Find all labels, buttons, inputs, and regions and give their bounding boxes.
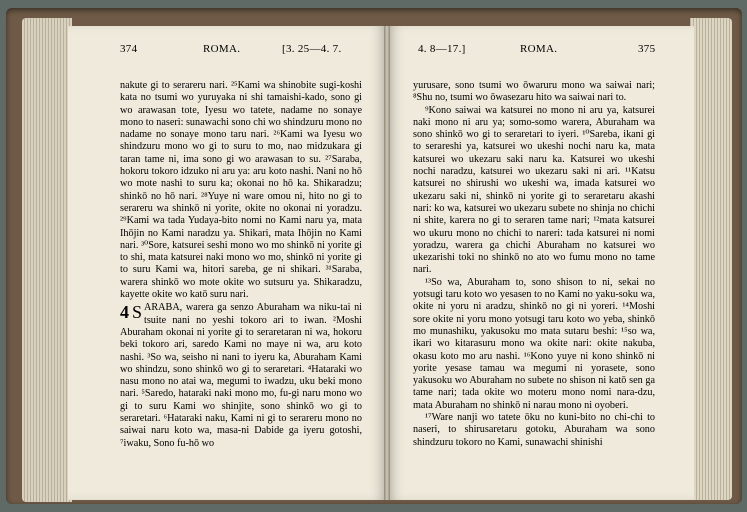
chapter-4-text: ARABA, warera ga senzo Aburaham wa niku-tai ni tsuite nani no yeshi tokoro ari to iwan. ²Moshi Aburaham okonai ni yorite gi to seraretaran ni wa, hokoru beki tokoro ari, saredo Kami no maye ni wa, aru koto nashi. ³So wa, seisho ni nani to iyeru ka, Aburaham Kami wo shindzu, sono shinkō wo gi to seraretari. ⁴Hataraki wo nasu mono no atai wa, megumi to iwadzu, uku beki mono nari. ⁵Saredo, hataraki naki mono mo, fu-gi naru mono wo gi to suru Kami wo shinjite, sono shinkō wo gi to seraretari. ⁶Hataraki naku, Kami ni gi to serareru mono no saiwai naru koto wa, masa-ni Dabide ga iyeru gotoshi, ⁷iwaku, Sono fu-hō wo bbox=[120, 302, 362, 449]
left-page-number: 374 bbox=[120, 43, 138, 55]
left-page-header bbox=[52, 42, 372, 56]
page-edges-right bbox=[690, 18, 732, 500]
right-page-number: 375 bbox=[638, 43, 656, 55]
right-page-header bbox=[402, 42, 660, 56]
chapter-number: 4 bbox=[120, 302, 129, 323]
left-paragraph: nakute gi to serareru nari. ²⁵Kami wa shinobite sugi-koshi kata no tsumi wo yuruyaka ni shi tamaishi-kado, sono gi wo arawasan tote, Iyesu wo tatete, nadame no sonaye mono to naseri: sunawachi sono chi wo shindzuru mono no nadame no sonaye mono taru nari. ²⁶Kami wa Iyesu wo shindzuru mono wo gi to suru to mo, nao midzukara gi taran tame ni, ima sono gi wo arawasan to su. ²⁷Saraba, hokoru tokoro idzuko ni aru ya: aru koto nashi. Nani no hō wo mote nashi to suru ka; okonai no hō ka. Shikaradzu; shinkō no hō nari. ²⁸Yuye ni ware omou ni, hito no gi to serareru wa shinkō ni yorite, okite no okonai ni yoradzu. ²⁹Kami wa tada Yudaya-bito nomi no Kami naru ya, mata Ihōjin no Kami naradzu ya. Shikari, mata Ihōjin no Kami nari. ³⁰Sore, katsurei seshi mono wo mo shinkō ni yorite gi to shi, mata katsurei naki mono wo mo, shinkō ni yorite gi to suru Kami wa, hitori sareba, ge ni shikari. ³¹Saraba, warera shinkō wo mote okite wo sutsuru ya. Shikaradzu, kayette okite wo katō suru nari. bbox=[120, 80, 362, 301]
chapter-4-opening bbox=[120, 302, 362, 450]
right-chapter-ref: 4. 8—17.] bbox=[418, 43, 466, 55]
left-running-title: ROMA. bbox=[203, 43, 241, 55]
right-paragraph: ¹³So wa, Aburaham to, sono shison to ni, sekai no yotsugi taru koto wo yesasen to no Kami no yaku-soku wa, okite ni yoru ni aradzu, shinkō no gi ni yoreri. ¹⁴Moshi sore okite ni yoru mono yotsugi taru koto wo yeba, shinkō mo munashiku, yakusoku mo mata sutaru beshi: ¹⁵so wa, ikari wo kitarasuru mono wa okite nari: okite nakuba, okasu koto mo aru nashi. ¹⁶Kono yuye ni kono shinkō ni yorite yesase tamau wa megumi ni yorasete, sono yakusoku wo Aburaham no subete no shison ni katō sen ga tame nari; tada okite wo moteru mono nomi nara-dzu, mata Aburaham no shinkō ni narau mono ni oyoberi. bbox=[413, 276, 655, 411]
left-page-body bbox=[120, 80, 362, 450]
book-gutter bbox=[384, 26, 390, 500]
drop-cap: S bbox=[132, 302, 143, 323]
right-paragraph: ⁹Kono saiwai wa katsurei no mono ni aru ya, katsurei naki mono ni aru ya; somo-somo warera, Aburaham wa sono shinkō wo gi to seraretari to iyeri. ¹⁰Sareba, ikani gi to serareshi ya, katsurei wo ukeshi nochi naru ka, mata katsurei wo ukezaru saki naru ka. Katsurei wo ukeshi nochi naradzu, katsurei wo ukezaru saki ni ari. ¹¹Katsu katsurei no shirushi wo ukeshi wa, imada katsurei wo ukezaru saki ni, shinkō ni yorite gi to seraretaru akashi nari: ko wa, katsurei wo ukezaru subete no shinja no chichi ni shite, karera no gi to seraren tame nari; ¹²mata katsurei wo ukuru mono no chichi to nareri: tada katsurei ni nomi yoradzu, warera ga chichi Aburaham no katsurei wo ukezarishi toki no shinkō no ato wo fumu mono no tame nari. bbox=[413, 104, 655, 276]
left-chapter-ref: [3. 25—4. 7. bbox=[282, 43, 342, 55]
right-paragraph: yurusare, sono tsumi wo ōwaruru mono wa saiwai nari; ⁸Shu no, tsumi wo ōwasezaru hito wa saiwai nari to. bbox=[413, 80, 655, 104]
right-page-body bbox=[413, 80, 655, 449]
right-paragraph: ¹⁷Ware nanji wo tatete ōku no kuni-bito no chi-chi to naseri, to shirusaretaru gotoku, Aburaham wa sono shindzuru tokoro no Kami, sunawachi shinishi bbox=[413, 412, 655, 448]
page-edges-left bbox=[22, 18, 72, 502]
right-running-title: ROMA. bbox=[520, 43, 558, 55]
